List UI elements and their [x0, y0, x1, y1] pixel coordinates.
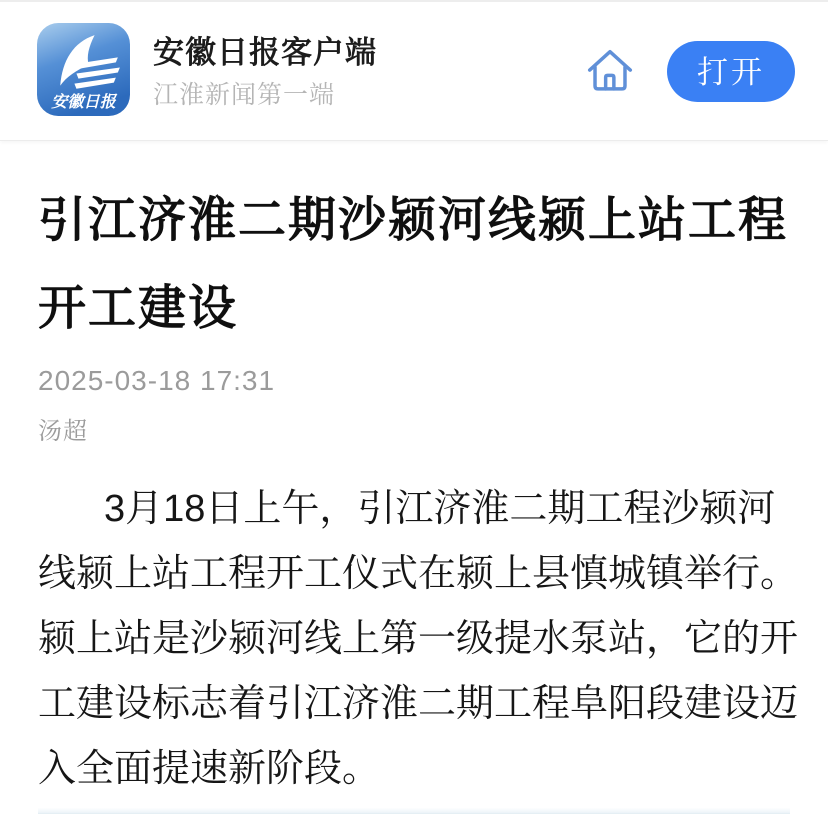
home-button[interactable]: [581, 40, 639, 102]
smart-app-banner: [0, 0, 828, 141]
open-app-button[interactable]: 打开: [667, 41, 795, 102]
body-line: 入全面提速新阶段。: [38, 748, 381, 790]
article-title: [38, 177, 790, 353]
body-line: 线颍上站工程开工仪式在颍上县慎城镇举行。: [38, 553, 799, 595]
article: [0, 177, 828, 814]
body-line: 工建设标志着引江济淮二期工程阜阳段建设迈: [38, 683, 799, 725]
app-name: 安徽日报客户端: [153, 34, 377, 70]
article-photo-top-edge: [38, 808, 790, 814]
anhui-daily-app-logo-icon: [36, 22, 131, 117]
article-title-line-1: 引江济淮二期沙颍河线颍上站工程: [38, 194, 789, 247]
body-line: 颍上站是沙颍河线上第一级提水泵站，它的开: [38, 618, 799, 660]
article-body: [38, 477, 799, 802]
body-line: 3月18日上午，引江济淮二期工程沙颍河: [104, 488, 776, 530]
publish-time: 2025-03-18 17:31: [38, 365, 276, 396]
article-title-line-2: 开工建设: [38, 282, 239, 335]
app-logo-text: 安徽日报: [51, 92, 116, 111]
home-icon: [581, 40, 639, 102]
app-title-block: [153, 33, 377, 110]
author-byline: 汤超: [38, 418, 88, 445]
app-tagline: 江淮新闻第一端: [153, 80, 336, 109]
